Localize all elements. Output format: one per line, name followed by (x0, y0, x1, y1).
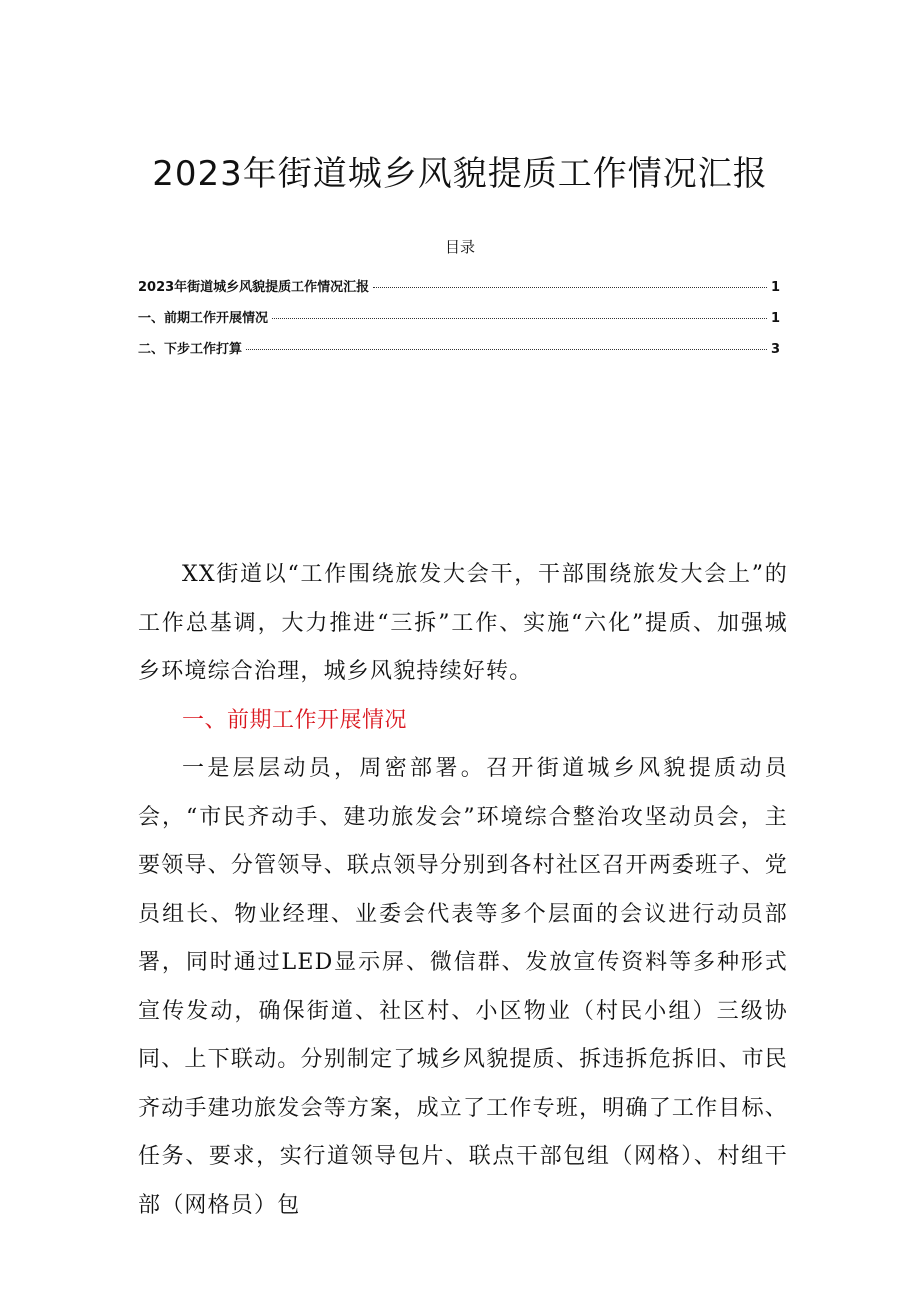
toc-entry-page: 1 (770, 280, 780, 295)
intro-paragraph: XX街道以“工作围绕旅发大会干，干部围绕旅发大会上”的工作总基调，大力推进“三拆”工作、实施“六化”提质、加强城乡环境综合治理，城乡风貌持续好转。 (138, 562, 788, 684)
toc-entry-label: 2023年街道城乡风貌提质工作情况汇报 (138, 280, 370, 295)
toc-entry-label: 二、下步工作打算 (138, 342, 243, 357)
table-of-contents (138, 276, 780, 369)
section-1-paragraph: 一是层层动员，周密部署。召开街道城乡风貌提质动员会，“市民齐动手、建功旅发会”环境综合整治攻坚动员会，主要领导、分管领导、联点领导分别到各村社区召开两委班子、党员组长、物业经理、业委会代表等多个层面的会议进行动员部署，同时通过LED显示屏、微信群、发放宣传资料等多种形式宣传发动，确保街道、社区村、小区物业（村民小组）三级协同、上下联动。分别制定了城乡风貌提质、拆违拆危拆旧、市民齐动手建功旅发会等方案，成立了工作专班，明确了工作目标、任务、要求，实行道领导包片、联点干部包组（网格）、村组干部（网格员）包 (138, 756, 788, 1218)
document-title: 2023年街道城乡风貌提质工作情况汇报 (152, 154, 768, 194)
toc-dot-leader (373, 287, 767, 288)
section-heading-1: 一、前期工作开展情况 (182, 707, 408, 733)
toc-entry-page: 3 (770, 342, 780, 357)
toc-heading: 目录 (444, 238, 475, 256)
toc-entry-page: 1 (770, 311, 780, 326)
toc-entry-section-2[interactable] (138, 338, 780, 369)
toc-dot-leader (272, 318, 767, 319)
toc-entry-section-1[interactable] (138, 307, 780, 338)
toc-dot-leader (246, 349, 767, 350)
toc-entry-label: 一、前期工作开展情况 (138, 311, 269, 326)
toc-entry-title[interactable] (138, 276, 780, 307)
document-body (138, 551, 788, 1230)
